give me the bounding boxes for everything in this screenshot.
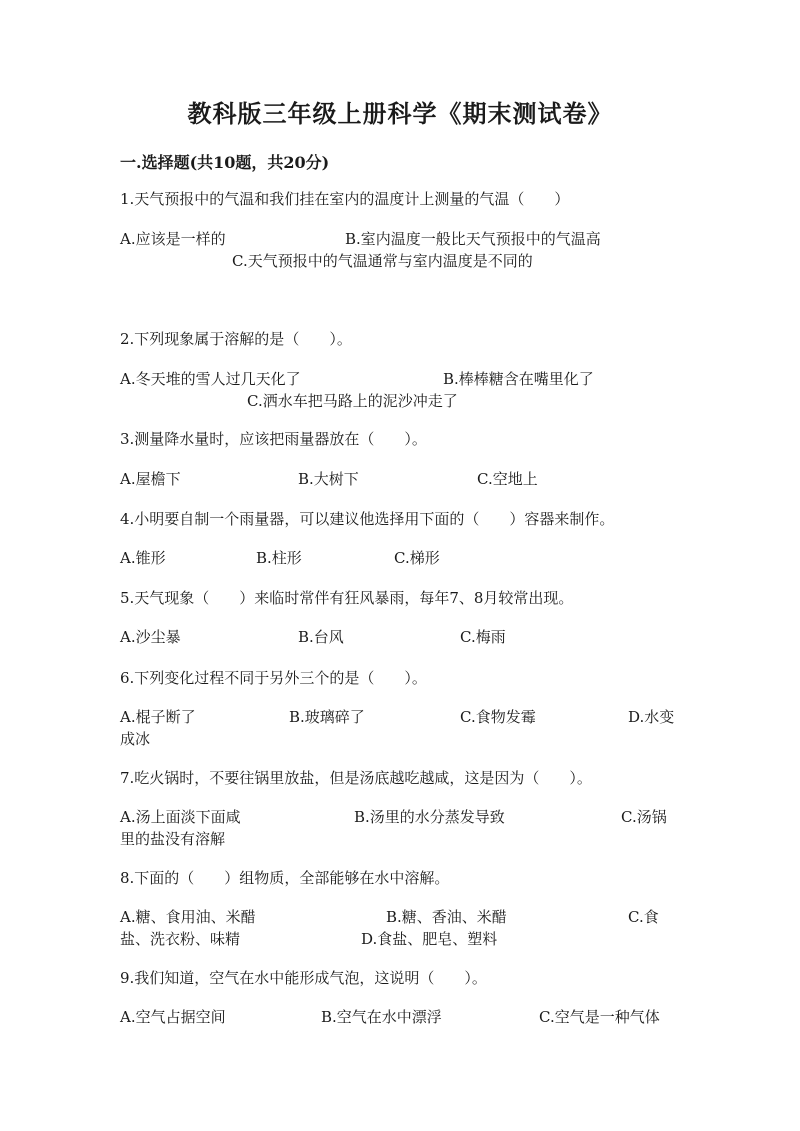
question-8-option-a: A.糖、食用油、米醋: [120, 908, 256, 926]
question-8-option-c: C.食: [628, 908, 659, 926]
question-2-option-a: A.冬天堆的雪人过几天化了: [120, 370, 301, 388]
question-5-option-b: B.台风: [298, 628, 344, 646]
question-9-stem: 9.我们知道，空气在水中能形成气泡，这说明（ ）。: [120, 969, 487, 987]
question-2-option-b: B.棒棒糖含在嘴里化了: [443, 370, 594, 388]
question-6-option-a: A.棍子断了: [120, 708, 196, 726]
question-8-option-c-continued: 盐、洗衣粉、味精: [120, 930, 241, 948]
question-3-option-c: C.空地上: [477, 470, 538, 488]
question-7-option-a: A.汤上面淡下面咸: [120, 808, 241, 826]
question-4-option-a: A.锥形: [120, 549, 166, 567]
question-9-option-a: A.空气占据空间: [120, 1008, 226, 1026]
question-9-option-c: C.空气是一种气体: [539, 1008, 660, 1026]
question-3-option-b: B.大树下: [298, 470, 359, 488]
question-1-stem: 1.天气预报中的气温和我们挂在室内的温度计上测量的气温（ ）: [120, 190, 570, 208]
question-6-option-d-continued: 成冰: [120, 730, 151, 748]
question-7-option-b: B.汤里的水分蒸发导致: [354, 808, 505, 826]
question-6-option-b: B.玻璃碎了: [289, 708, 365, 726]
question-6-option-d: D.水变: [628, 708, 675, 726]
question-2-stem: 2.下列现象属于溶解的是（ ）。: [120, 330, 352, 348]
question-5-option-c: C.梅雨: [460, 628, 506, 646]
exam-title: 教科版三年级上册科学《期末测试卷》: [187, 99, 613, 128]
question-4-stem: 4.小明要自制一个雨量器，可以建议他选择用下面的（ ）容器来制作。: [120, 510, 615, 528]
question-9-option-b: B.空气在水中漂浮: [321, 1008, 442, 1026]
question-4-option-c: C.梯形: [394, 549, 440, 567]
question-7-option-c: C.汤锅: [621, 808, 667, 826]
question-3-option-a: A.屋檐下: [120, 470, 181, 488]
question-7-option-c-continued: 里的盐没有溶解: [120, 830, 226, 848]
question-7-stem: 7.吃火锅时，不要往锅里放盐，但是汤底越吃越咸，这是因为（ ）。: [120, 769, 592, 787]
question-3-stem: 3.测量降水量时，应该把雨量器放在（ ）。: [120, 430, 427, 448]
question-1-option-b: B.室内温度一般比天气预报中的气温高: [345, 230, 601, 248]
section-heading: 一.选择题(共10题，共20分): [120, 153, 330, 172]
question-8-option-b: B.糖、香油、米醋: [386, 908, 507, 926]
question-6-option-c: C.食物发霉: [460, 708, 536, 726]
question-6-stem: 6.下列变化过程不同于另外三个的是（ ）。: [120, 669, 427, 687]
question-8-stem: 8.下面的（ ）组物质，全部能够在水中溶解。: [120, 869, 450, 887]
question-1-option-a: A.应该是一样的: [120, 230, 226, 248]
question-5-option-a: A.沙尘暴: [120, 628, 181, 646]
question-4-option-b: B.柱形: [256, 549, 302, 567]
question-8-option-d: D.食盐、肥皂、塑料: [361, 930, 498, 948]
question-2-option-c: C.洒水车把马路上的泥沙冲走了: [247, 392, 458, 410]
question-1-option-c: C.天气预报中的气温通常与室内温度是不同的: [232, 252, 533, 270]
question-5-stem: 5.天气现象（ ）来临时常伴有狂风暴雨，每年7、8月较常出现。: [120, 589, 574, 607]
